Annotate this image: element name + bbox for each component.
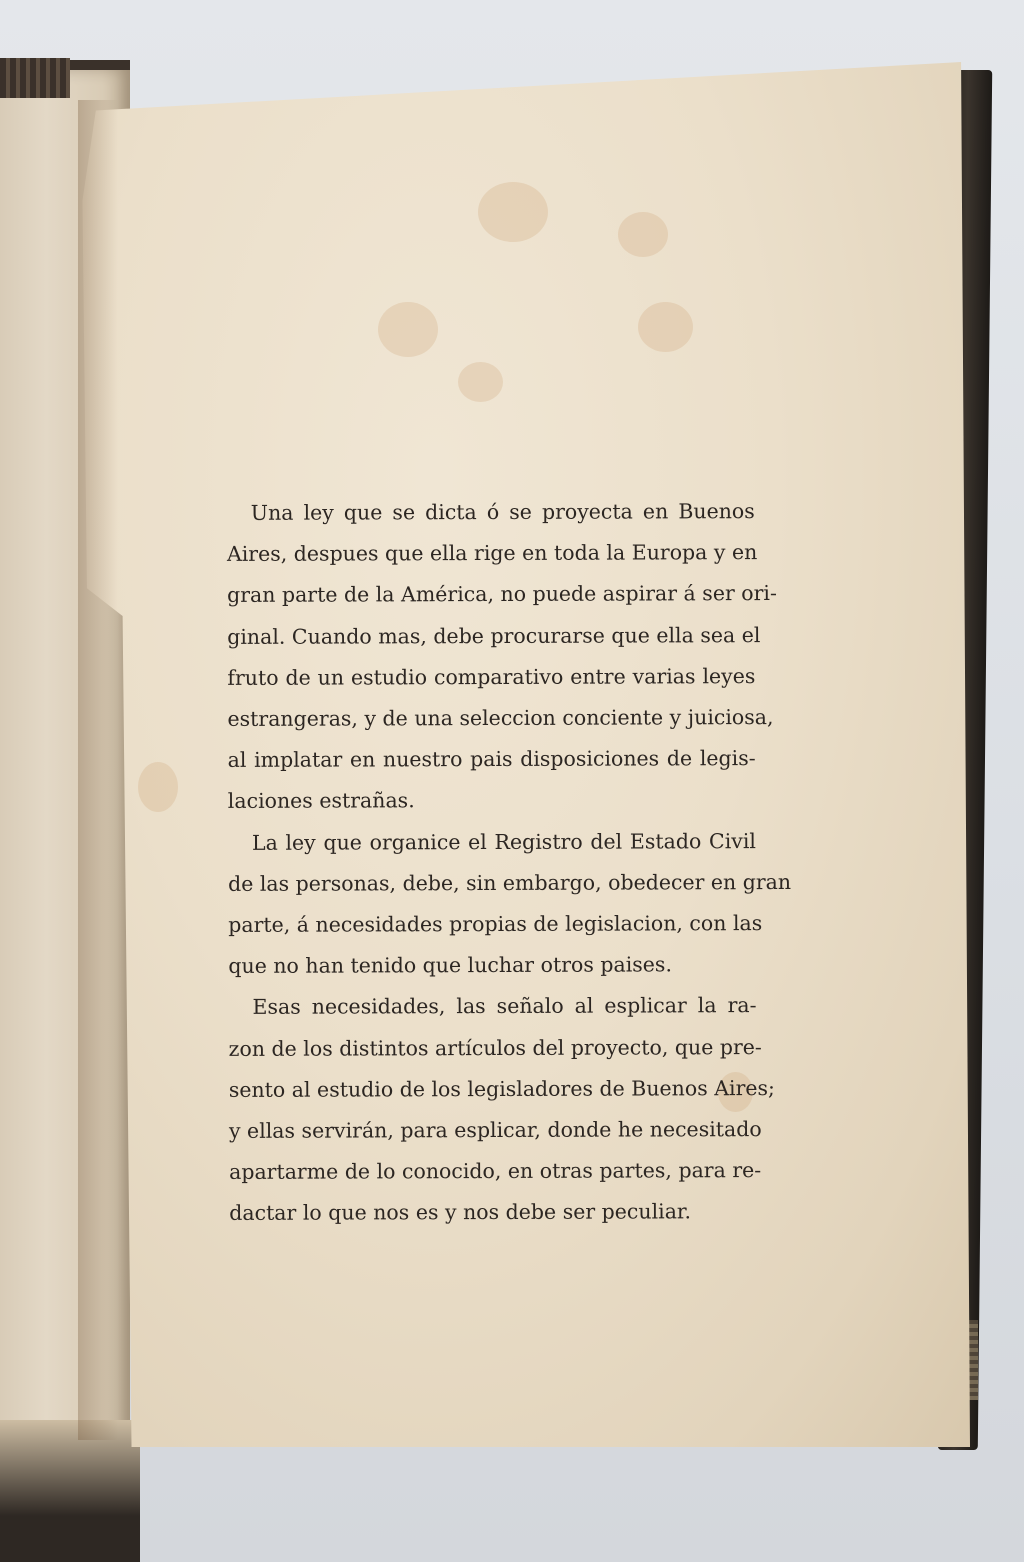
paragraph-1 — [226, 491, 777, 822]
page-gutter-shadow — [78, 100, 118, 1440]
text-line: La ley que organice el Registro del Estado Civil — [251, 828, 756, 855]
text-line: gran parte de la América, no puede aspirar á ser ori- — [227, 581, 777, 608]
text-line: laciones estrañas. — [227, 788, 415, 814]
text-line: Esas necesidades, las señalo al esplicar la ra- — [252, 993, 757, 1020]
paragraph-3 — [228, 986, 775, 1235]
text-line: Una ley que se dicta ó se proyecta en Buenos — [250, 499, 755, 525]
text-line: estrangeras, y de una seleccion conciente y juiciosa, — [227, 705, 774, 731]
text-line: al implatar en nuestro pais disposiciones de legis- — [227, 746, 756, 773]
text-line: dactar lo que nos es y nos debe ser peculiar. — [229, 1199, 692, 1226]
book-bottom-edge — [0, 1420, 140, 1562]
foxing-stain — [378, 302, 438, 357]
text-line: que no han tenido que luchar otros paises. — [228, 952, 672, 979]
foxing-stain — [478, 182, 548, 242]
text-line: ginal. Cuando mas, debe procurarse que ella sea el — [227, 622, 761, 649]
text-line: y ellas servirán, para esplicar, donde he necesitado — [228, 1117, 762, 1143]
text-line: parte, á necesidades propias de legislacion, con las — [228, 911, 763, 937]
paragraph-2 — [228, 821, 792, 988]
text-line: de las personas, debe, sin embargo, obedecer en gran — [228, 869, 792, 896]
text-line: sento al estudio de los legisladores de Buenos Aires; — [228, 1075, 775, 1102]
foxing-stain — [458, 362, 503, 402]
page-text — [226, 491, 792, 1234]
foxing-stain — [138, 762, 178, 812]
foxing-stain — [618, 212, 668, 257]
book-cover-edge — [0, 58, 70, 98]
foxing-stain — [638, 302, 693, 352]
text-line: Aires, despues que ella rige en toda la Europa y en — [226, 540, 758, 567]
text-line: fruto de un estudio comparativo entre varias leyes — [227, 663, 756, 690]
text-line: apartarme de lo conocido, en otras partes, para re- — [229, 1158, 762, 1185]
text-line: zon de los distintos artículos del proyecto, que pre- — [228, 1034, 762, 1061]
